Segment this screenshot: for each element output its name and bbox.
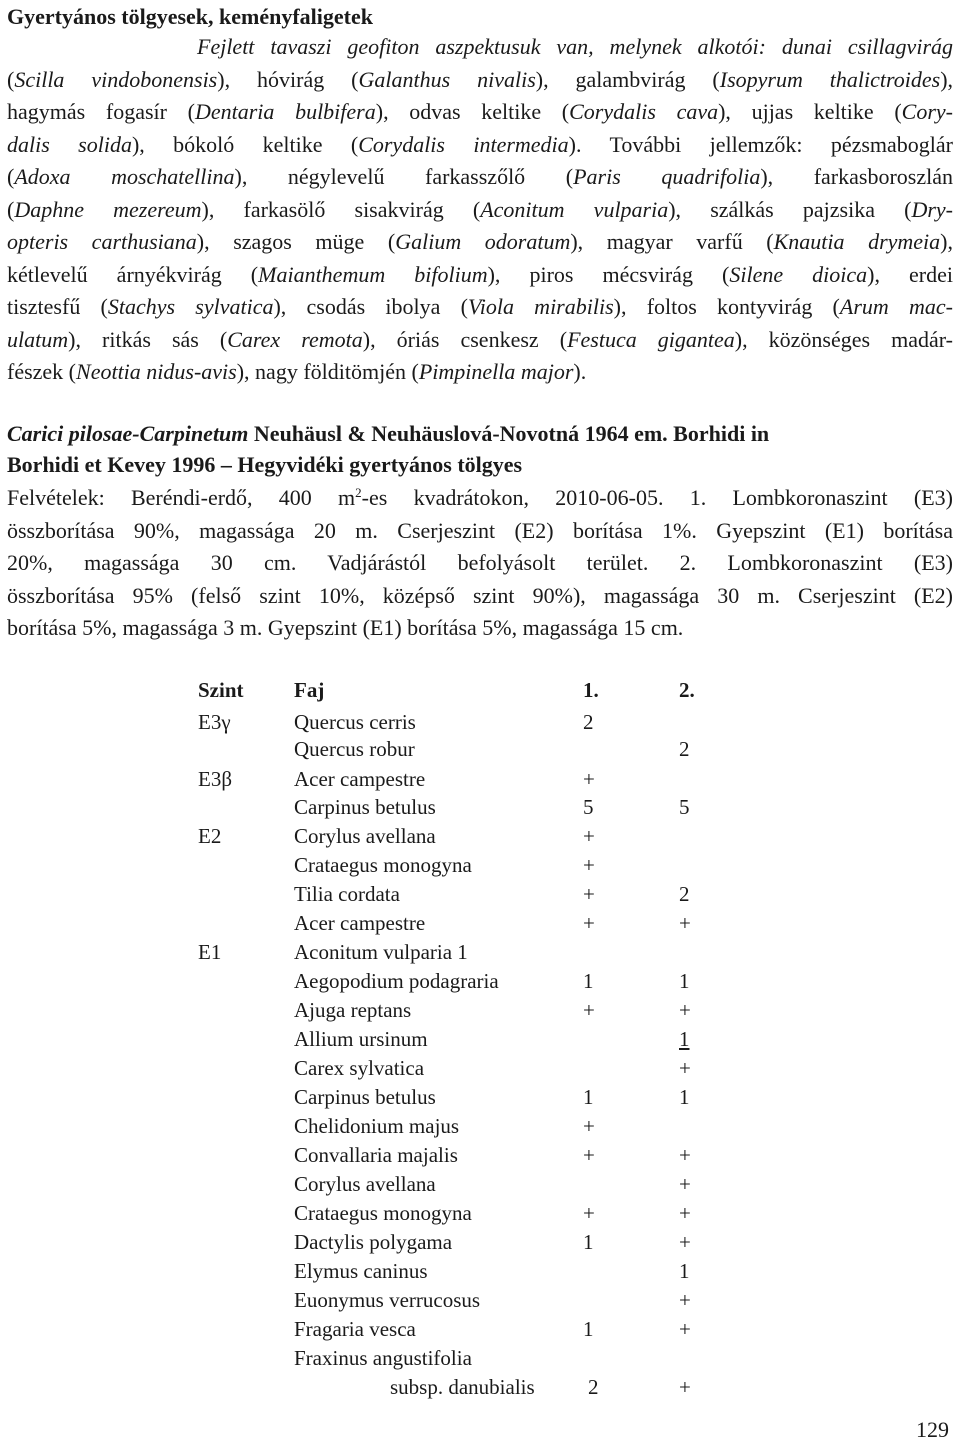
species-name: Carex remota [227, 326, 363, 352]
intro-text: ), erdei [867, 261, 954, 287]
association-heading-line-2: Borhidi et Kevey 1996 – Hegyvidéki gyertyános tölgyes [7, 452, 523, 477]
cell-releve-2: 5 [679, 795, 690, 819]
species-name: Adoxa moschatellina [14, 164, 235, 189]
page-number: 129 [916, 1417, 949, 1442]
cell-faj: Carpinus betulus [294, 1085, 436, 1109]
cell-releve-2: 1 [679, 1085, 690, 1109]
intro-text: ), odvas keltike ( [375, 99, 570, 124]
species-name: Silene dioica [729, 261, 868, 287]
header-releve-1: 1. [583, 678, 599, 702]
intro-text: ), farkasölő sisakvirág ( [201, 196, 481, 222]
intro-text: ), ritkás sás ( [68, 326, 228, 352]
cell-releve-1: 2 [583, 710, 594, 734]
intro-text: ), hóvirág ( [217, 66, 359, 92]
cell-releve-1: + [583, 998, 595, 1022]
cell-releve-1: 1 [583, 969, 594, 993]
cell-releve-1: 1 [583, 1317, 594, 1341]
header-releve-2: 2. [679, 678, 695, 702]
cell-szint: E2 [198, 824, 222, 848]
cell-faj: Carex sylvatica [294, 1056, 425, 1080]
header-szint: Szint [198, 678, 244, 702]
intro-line [7, 259, 953, 292]
cell-releve-1: + [583, 882, 595, 906]
cell-releve-2: + [679, 1375, 691, 1399]
cell-faj: Chelidonium majus [294, 1114, 460, 1138]
species-name: Festuca gigantea [567, 326, 735, 352]
cell-faj: Carpinus betulus [294, 795, 436, 819]
survey-line-5: borítása 5%, magassága 3 m. Gyepszint (E1) borítása 5%, magassága 15 cm. [7, 615, 684, 640]
cell-releve-1: + [583, 911, 595, 935]
intro-paragraph [7, 31, 953, 389]
cell-faj: Allium ursinum [294, 1027, 428, 1051]
species-name: Isopyrum thalictroides [719, 66, 941, 92]
species-name: Aconitum vulparia [480, 196, 669, 222]
cell-releve-1: + [583, 824, 595, 848]
intro-text: ). További jellemzők: pézsmaboglár [568, 131, 953, 157]
cell-faj: Crataegus monogyna [294, 1201, 472, 1225]
cell-faj: Tilia cordata [294, 882, 400, 906]
cell-releve-1: 5 [583, 795, 594, 819]
intro-text: tisztesfű ( [7, 294, 108, 319]
intro-line [7, 31, 953, 64]
cell-releve-2: + [679, 1230, 691, 1254]
species-name: Stachys sylvatica [107, 294, 274, 319]
intro-text: ( [7, 164, 15, 189]
intro-text: kétlevelű árnyékvirág ( [7, 261, 259, 287]
species-name: Pimpinella major [418, 359, 574, 384]
intro-text: fészek ( [7, 359, 77, 384]
species-name: Maianthemum bifolium [258, 261, 488, 287]
intro-line [7, 226, 953, 259]
species-name: Viola mirabilis [467, 294, 614, 319]
cell-faj: Ajuga reptans [294, 998, 412, 1022]
species-name: Cory- [901, 99, 953, 124]
species-name: dalis solida [7, 131, 132, 157]
intro-text: ), óriás csenkesz ( [362, 326, 568, 352]
cell-faj: Elymus caninus [294, 1259, 428, 1283]
species-name: Corydalis cava [569, 99, 719, 124]
intro-text: ), foltos kontyvirág ( [613, 294, 840, 319]
intro-line [7, 161, 953, 194]
cell-faj: subsp. danubialis [390, 1375, 535, 1399]
cell-releve-2: 1 [679, 1027, 690, 1051]
cell-faj: Quercus cerris [294, 710, 416, 734]
intro-text: ), bókoló keltike ( [131, 131, 359, 157]
superscript: 2 [355, 485, 362, 500]
species-name: Neottia nidus-avis [76, 359, 237, 384]
intro-line [7, 96, 953, 129]
survey-text: Felvételek: Beréndi-erdő, 400 m [7, 485, 356, 510]
intro-text: ), közönséges madár- [734, 326, 953, 352]
species-name: Knautia drymeia [773, 229, 941, 254]
survey-line-4: összborítása 95% (felső szint 10%, középső szint 90%), magassága 30 m. Cserjeszint (E2) [7, 582, 953, 608]
species-name: Dentaria bulbifera [194, 99, 376, 124]
intro-text: ), farkasboroszlán [760, 164, 953, 189]
intro-text: ( [7, 66, 15, 92]
cell-releve-1: 1 [583, 1085, 594, 1109]
association-heading [7, 418, 953, 480]
cell-faj: Euonymus verrucosus [294, 1288, 481, 1312]
cell-faj: Convallaria majalis [294, 1143, 458, 1167]
intro-text: ), ujjas keltike ( [718, 99, 902, 124]
cell-releve-2: 2 [679, 737, 690, 761]
cell-faj: Aegopodium podagraria [294, 969, 499, 993]
cell-szint: E3γ [198, 710, 231, 734]
species-name: Fejlett tavaszi geofiton aszpektusuk van, melynek alkotói: dunai csillagvirág [197, 34, 953, 59]
intro-line [7, 129, 953, 162]
survey-line-3: 20%, magassága 30 cm. Vadjárástól befolyásolt terület. 2. Lombkoronaszint (E3) [7, 550, 953, 575]
species-name: Corydalis intermedia [358, 131, 569, 157]
cell-releve-1: + [583, 853, 595, 877]
header-faj: Faj [294, 678, 325, 702]
cell-releve-2: 2 [679, 882, 690, 906]
cell-faj: Dactylis polygama [294, 1230, 453, 1254]
cell-releve-2: + [679, 911, 691, 935]
cell-releve-2: + [679, 998, 691, 1022]
species-name: Arum mac- [839, 294, 953, 319]
species-name: Paris quadrifolia [573, 164, 761, 189]
cell-releve-2: + [679, 1143, 691, 1167]
cell-szint: E3β [198, 767, 233, 791]
cell-szint: E1 [198, 940, 222, 964]
intro-text: ), csodás ibolya ( [273, 294, 468, 319]
association-authors: Neuhäusl & Neuhäuslová-Novotná 1964 em. Borhidi in [248, 421, 770, 446]
intro-text: ), szagos müge ( [196, 229, 396, 254]
species-name: Daphne mezereum [14, 196, 202, 222]
survey-line-2: összborítása 90%, magassága 20 m. Cserjeszint (E2) borítása 1%. Gyepszint (E1) borítása [7, 517, 953, 543]
cell-releve-1: 1 [583, 1230, 594, 1254]
cell-releve-2: + [679, 1201, 691, 1225]
intro-text: ), [940, 229, 953, 254]
cell-releve-2: + [679, 1172, 691, 1196]
cell-releve-2: + [679, 1317, 691, 1341]
section-title: Gyertyános tölgyesek, keményfaligetek [7, 4, 373, 29]
cell-releve-1: + [583, 1114, 595, 1138]
cell-faj: Acer campestre [294, 767, 426, 791]
species-name: Galium odoratum [395, 229, 571, 254]
cell-faj: Corylus avellana [294, 1172, 436, 1196]
survey-paragraph [7, 482, 953, 645]
cell-faj: Fragaria vesca [294, 1317, 416, 1341]
cell-faj: Crataegus monogyna [294, 853, 472, 877]
cell-faj: Fraxinus angustifolia [294, 1346, 472, 1370]
cell-releve-2: 1 [679, 969, 690, 993]
intro-text: ), piros mécsvirág ( [487, 261, 730, 287]
intro-text: ), [940, 66, 954, 92]
intro-text: ), négylevelű farkasszőlő ( [234, 164, 574, 189]
species-name: Dry- [911, 196, 954, 222]
species-name: opteris carthusiana [7, 229, 197, 254]
cell-releve-2: + [679, 1288, 691, 1312]
survey-line-1 [7, 482, 953, 515]
species-name: Scilla vindobonensis [14, 66, 218, 92]
intro-line [7, 324, 953, 357]
cell-releve-1: + [583, 1201, 595, 1225]
intro-text: ), nagy földitömjén ( [236, 359, 419, 384]
cell-faj: Corylus avellana [294, 824, 436, 848]
species-name: ulatum [7, 326, 69, 352]
association-name: Carici pilosae-Carpinetum [7, 421, 249, 446]
association-heading-line-1 [7, 418, 953, 449]
intro-line [7, 356, 953, 389]
cell-releve-2: 1 [679, 1259, 690, 1283]
intro-text: ), magyar varfű ( [570, 229, 774, 254]
intro-line [7, 291, 953, 324]
intro-text: ), galambvirág ( [535, 66, 720, 92]
cell-faj: Acer campestre [294, 911, 426, 935]
intro-line [7, 194, 953, 227]
intro-text: ). [573, 359, 587, 384]
intro-text: ), szálkás pajzsika ( [668, 196, 912, 222]
cell-faj: Aconitum vulparia 1 [294, 940, 468, 964]
cell-releve-1: + [583, 767, 595, 791]
cell-releve-1: + [583, 1143, 595, 1167]
intro-text: ( [7, 196, 15, 222]
cell-releve-2: + [679, 1056, 691, 1080]
intro-line [7, 64, 953, 97]
survey-text: -es kvadrátokon, 2010-06-05. 1. Lombkoronaszint (E3) [361, 485, 953, 510]
cell-faj: Quercus robur [294, 737, 415, 761]
species-name: Galanthus nivalis [358, 66, 536, 92]
cell-releve-1: 2 [588, 1375, 599, 1399]
intro-text: hagymás fogasír ( [7, 99, 195, 124]
